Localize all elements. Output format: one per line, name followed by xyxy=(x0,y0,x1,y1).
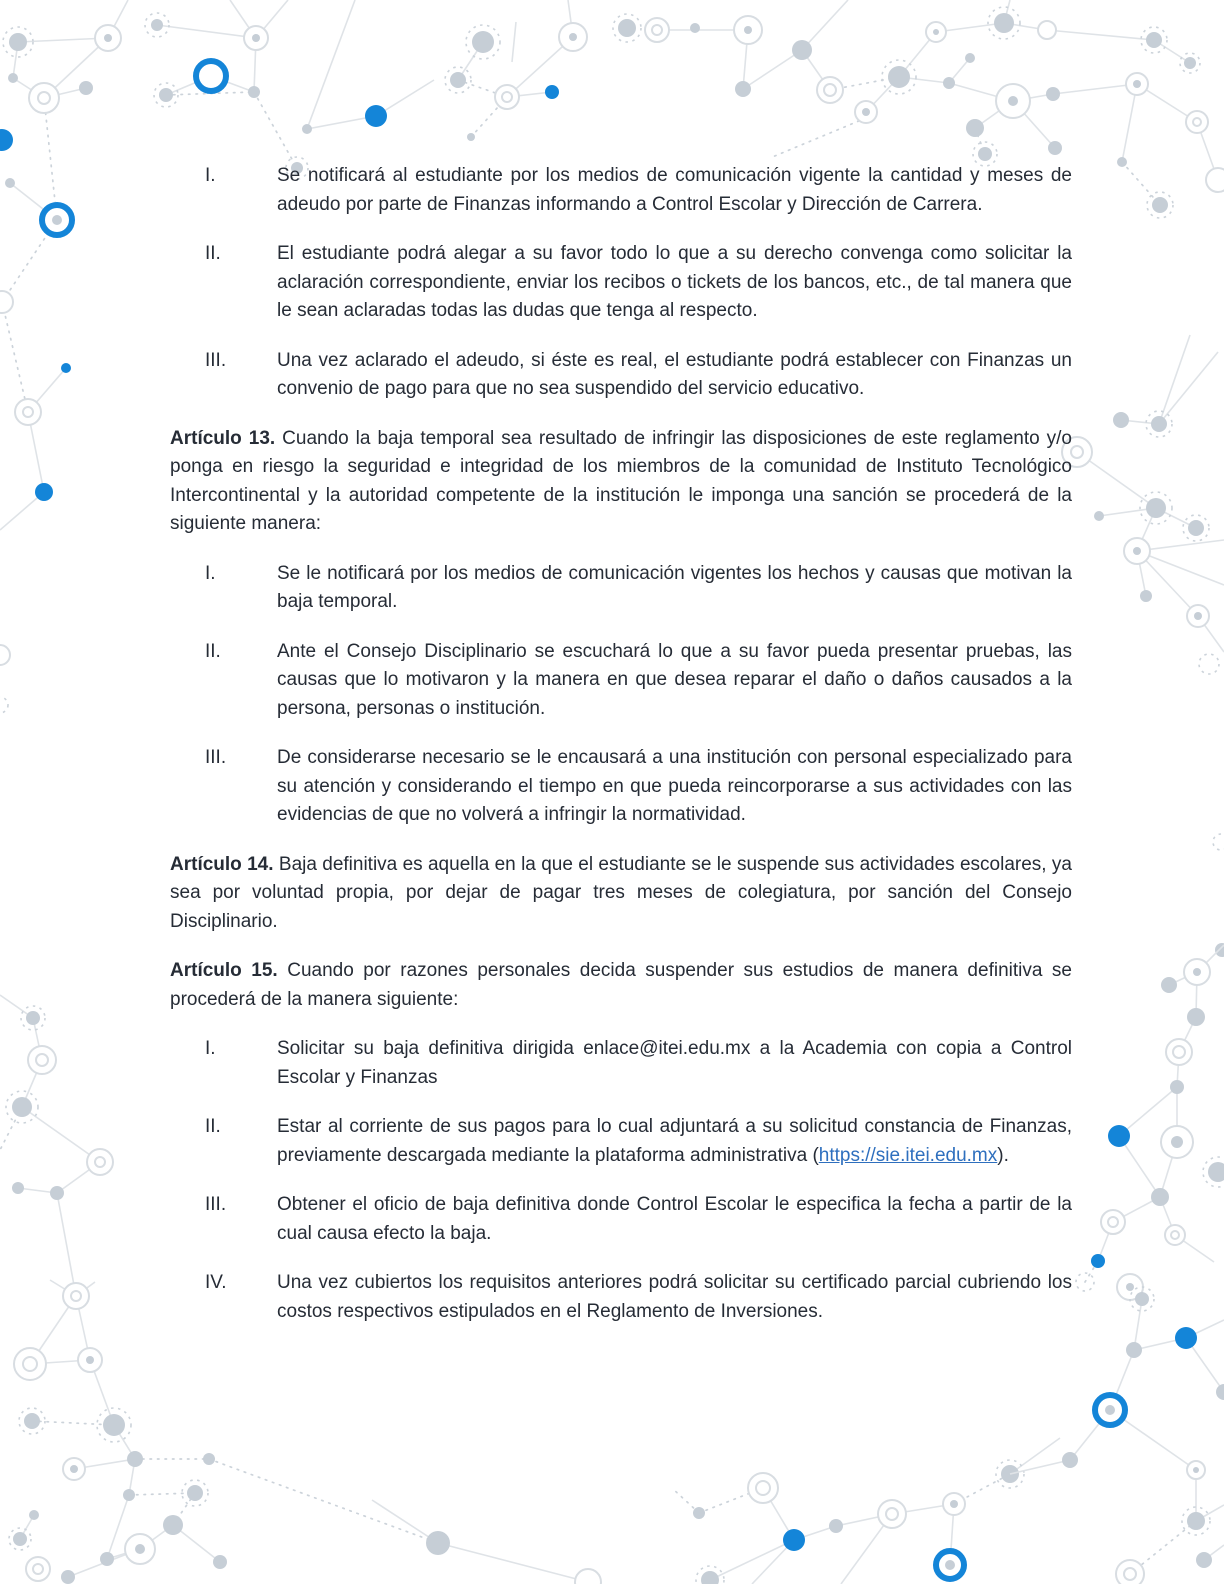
article-14-paragraph xyxy=(170,851,1072,937)
list-item-numeral: I. xyxy=(205,1038,216,1059)
list-item xyxy=(170,560,1072,617)
article-13-label: Artículo 13. xyxy=(170,427,276,449)
intro-roman-list xyxy=(170,162,1072,404)
list-item-text: Se notificará al estudiante por los medios de comunicación vigente la cantidad y meses de adeudo por parte de Finanzas informando a Control Escolar y Dirección de Carrera. xyxy=(277,165,1072,215)
network-cluster-bottom-center xyxy=(372,1438,1060,1584)
list-item xyxy=(170,162,1072,219)
list-item-numeral: III. xyxy=(205,747,227,768)
network-cluster-right-middle xyxy=(1062,335,1224,957)
network-cluster-right-lower xyxy=(1076,945,1224,1300)
list-item xyxy=(170,1035,1072,1092)
document-content xyxy=(170,162,1072,1347)
list-item-text: Se le notificará por los medios de comunicación vigentes los hechos y causas que motivan la baja temporal. xyxy=(277,562,1072,612)
list-item-text xyxy=(277,1113,1072,1170)
article-14-body: Baja definitiva es aquella en la que el estudiante se le suspende sus actividades escolares, ya sea por voluntad propia, por dejar de pagar tres meses de colegiatura, por sanción del Consejo Disciplinario. xyxy=(170,853,1072,932)
list-item-numeral: I. xyxy=(205,165,216,186)
list-item xyxy=(170,1113,1072,1170)
list-item xyxy=(170,347,1072,404)
list-item xyxy=(170,1269,1072,1326)
article-13-paragraph xyxy=(170,425,1072,539)
article-13-body: Cuando la baja temporal sea resultado de infringir las disposiciones de este reglamento y/o ponga en riesgo la seguridad e integridad de los miembros de la comunidad de Instituto Tecnológico Intercontinental y la autoridad competente de la institución le imponga una sanción se procederá de la siguiente manera: xyxy=(170,427,1073,534)
article-13-roman-list xyxy=(170,560,1072,830)
list-item-numeral: III. xyxy=(205,349,227,371)
network-cluster-left-middle xyxy=(0,995,113,1296)
list-item-text: Una vez cubiertos los requisitos anteriores podrá solicitar su certificado parcial cubriendo los costos respectivos estipulados en el Reglamento de Inversiones. xyxy=(277,1272,1072,1322)
list-item-numeral: II. xyxy=(205,243,221,264)
list-item xyxy=(170,240,1072,326)
list-item-text: Una vez aclarado el adeudo, si éste es real, el estudiante podrá establecer con Finanzas un convenio de pago para que no sea suspendido del servicio educativo. xyxy=(277,349,1072,399)
list-item-numeral: III. xyxy=(205,1194,227,1215)
list-item-numeral: I. xyxy=(205,562,216,584)
list-item-text-before-link: Estar al corriente de sus pagos para lo cual adjuntará a su solicitud constancia de Finanzas, previamente descargada mediante la plataforma administrativa ( xyxy=(277,1116,1072,1166)
article-15-label: Artículo 15. xyxy=(170,960,278,981)
list-item-text-after-link: ). xyxy=(997,1144,1009,1166)
list-item-text: De considerarse necesario se le encausará a una institución con personal especializado para su atención y considerando el tiempo en que pueda reincorporarse a sus actividades con las evidencias de que no volverá a infringir la normatividad. xyxy=(277,747,1072,825)
article-15-body: Cuando por razones personales decida suspender sus estudios de manera definitiva se procederá de la manera siguiente: xyxy=(170,960,1072,1010)
list-item xyxy=(170,1191,1072,1248)
list-item-text: Solicitar su baja definitiva dirigida enlace@itei.edu.mx a la Academia con copia a Control Escolar y Finanzas xyxy=(277,1038,1072,1088)
article-15-paragraph xyxy=(170,957,1072,1014)
article-14-label: Artículo 14. xyxy=(170,853,274,875)
network-cluster-top-center xyxy=(445,0,587,141)
list-item-text: El estudiante podrá alegar a su favor todo lo que a su derecho convenga como solicitar la aclaración correspondiente, enviar los recibos o tickets de los bancos, etc., de tal manera que le sean aclaradas todas las dudas que tenga al respecto. xyxy=(277,243,1072,321)
list-item-numeral: II. xyxy=(205,640,221,662)
list-item xyxy=(170,744,1072,830)
sie-platform-link[interactable]: https://sie.itei.edu.mx xyxy=(818,1144,998,1166)
article-15-roman-list xyxy=(170,1035,1072,1326)
list-item xyxy=(170,638,1072,724)
list-item-numeral: II. xyxy=(205,1116,221,1137)
list-item-numeral: IV. xyxy=(205,1272,227,1293)
list-item-text: Obtener el oficio de baja definitiva donde Control Escolar le especifica la fecha a partir de la cual causa efecto la baja. xyxy=(277,1194,1072,1244)
list-item-text: Ante el Consejo Disciplinario se escuchará lo que a su favor pueda presentar pruebas, las causas que lo motivaron y la manera en que desea reparar el daño o daños causados a la persona, personas o institución. xyxy=(277,640,1072,719)
